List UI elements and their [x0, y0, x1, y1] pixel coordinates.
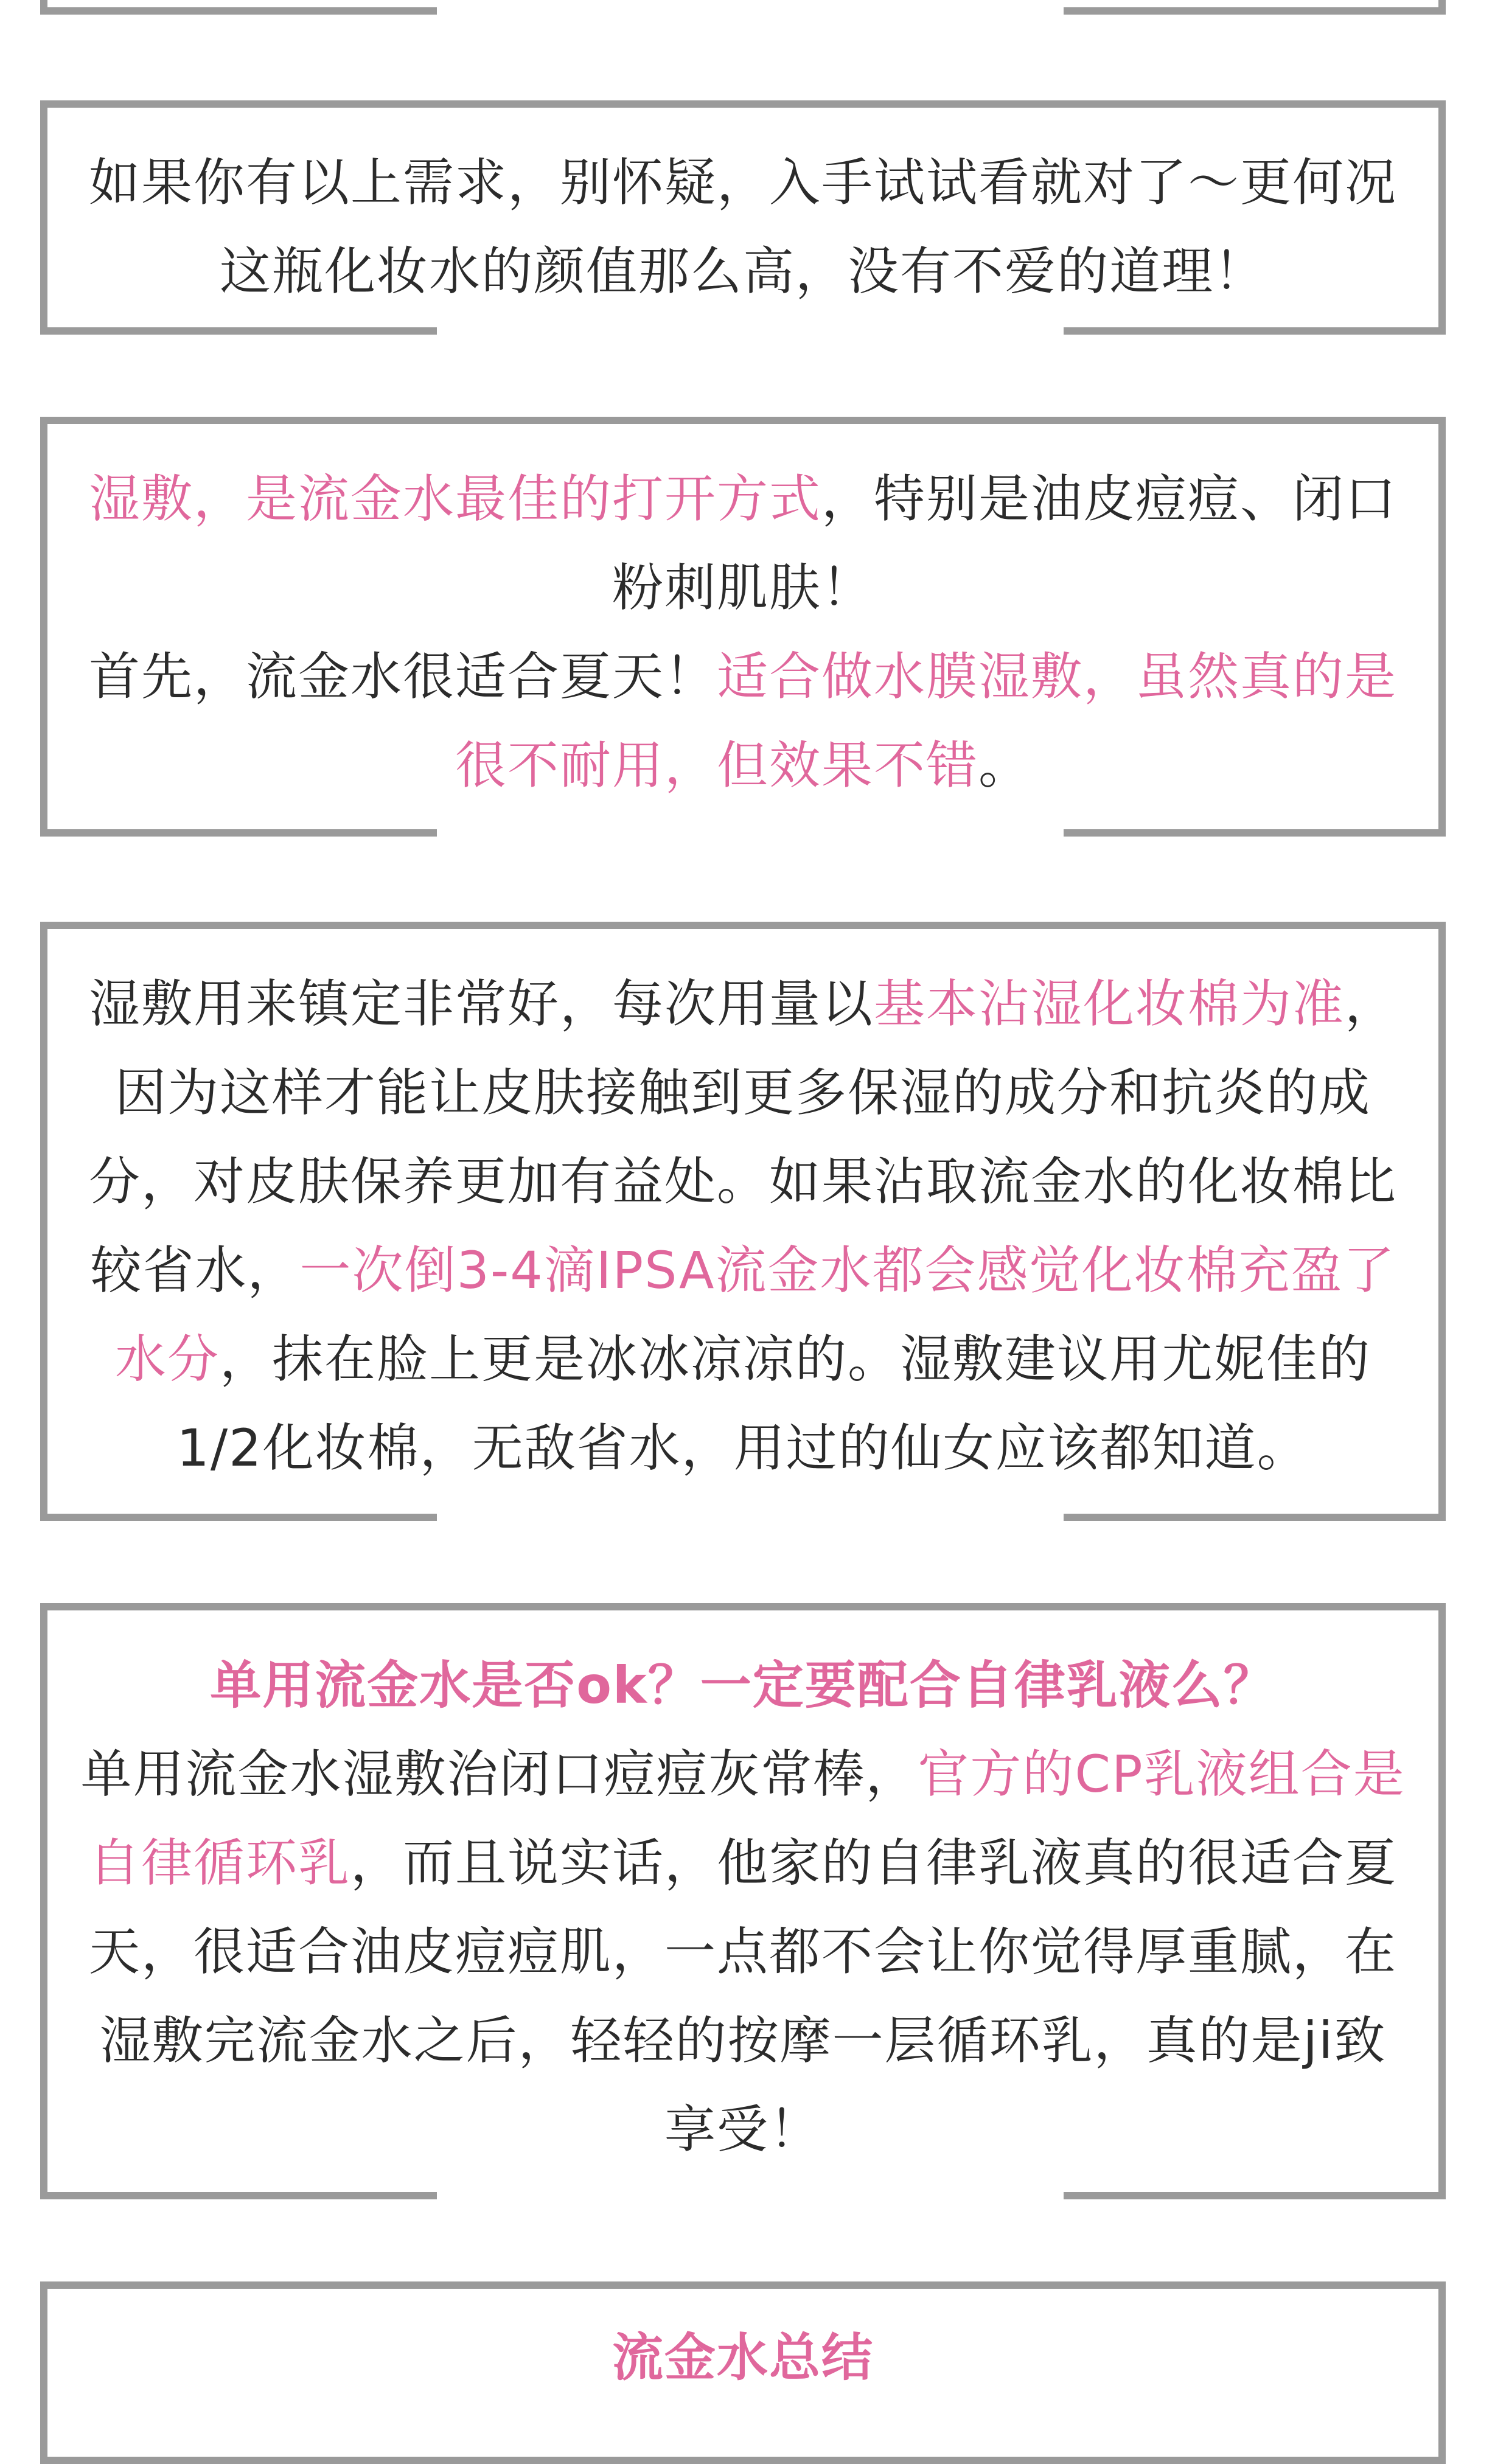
card-pairing — [40, 1603, 1446, 2199]
usage-tips-text — [47, 959, 1438, 1492]
frame-gap — [437, 2192, 1064, 2199]
frame-gap — [437, 2281, 1064, 2289]
body-text: 首先，流金水很适合夏天！ — [88, 647, 717, 706]
card-usage-tips — [40, 922, 1446, 1521]
frame-gap — [437, 829, 1064, 837]
pairing-heading: 单用流金水是否ok？一定要配合自律乳液么？ — [210, 1655, 1276, 1715]
wet-compress-text-2 — [47, 632, 1438, 810]
body-text: 湿敷用来镇定非常好，每次用量以 — [88, 974, 874, 1034]
highlight-text: 适合做水膜湿敷，虽然真的是很不耐用，但效果不错 — [455, 647, 1398, 795]
frame-gap — [437, 1514, 1064, 1521]
intro-text: 如果你有以上需求，别怀疑，入手试试看就对了～更何况这瓶化妆水的颜值那么高，没有不爱的道理！ — [88, 153, 1397, 301]
highlight-text: 一次倒3-4滴IPSA流金水都会感觉化妆棉充盈了水分 — [114, 1241, 1396, 1389]
highlight-text: 官方的CP乳液组合是自律循环乳 — [88, 1744, 1406, 1893]
frame-gap — [437, 327, 1064, 335]
body-text: ，特别是油皮痘痘、闭口粉刺肌肤！ — [612, 469, 1398, 618]
frame-gap — [437, 7, 1064, 15]
body-text: ，因为这样才能让皮肤接触到更多保湿的成分和抗炎的成分，对皮肤保养更加有益处。如果沾取流金水的化妆棉比较省水， — [88, 974, 1398, 1300]
card-summary-partial — [40, 2281, 1446, 2464]
body-text: 。 — [978, 736, 1031, 795]
body-text: ，抹在脸上更是冰冰凉凉的。湿敷建议用尤妮佳的1/2化妆棉，无敌省水，用过的仙女应该都知道。 — [176, 1329, 1371, 1478]
pairing-text — [47, 1730, 1438, 2174]
highlight-text: 湿敷，是流金水最佳的打开方式 — [88, 469, 821, 529]
card-wet-compress — [40, 417, 1446, 837]
body-text: ，而且说实话，他家的自律乳液真的很适合夏天，很适合油皮痘痘肌，一点都不会让你觉得厚重腻，在湿敷完流金水之后，轻轻的按摩一层循环乳，真的是ji致享受！ — [88, 1833, 1398, 2159]
wet-compress-text-1 — [47, 454, 1438, 632]
body-text: 单用流金水湿敷治闭口痘痘灰常棒， — [80, 1744, 918, 1804]
summary-heading: 流金水总结 — [612, 2328, 874, 2387]
card-intro — [40, 100, 1446, 335]
card-top-partial — [40, 0, 1446, 15]
highlight-text: 基本沾湿化妆棉为准 — [873, 974, 1345, 1034]
